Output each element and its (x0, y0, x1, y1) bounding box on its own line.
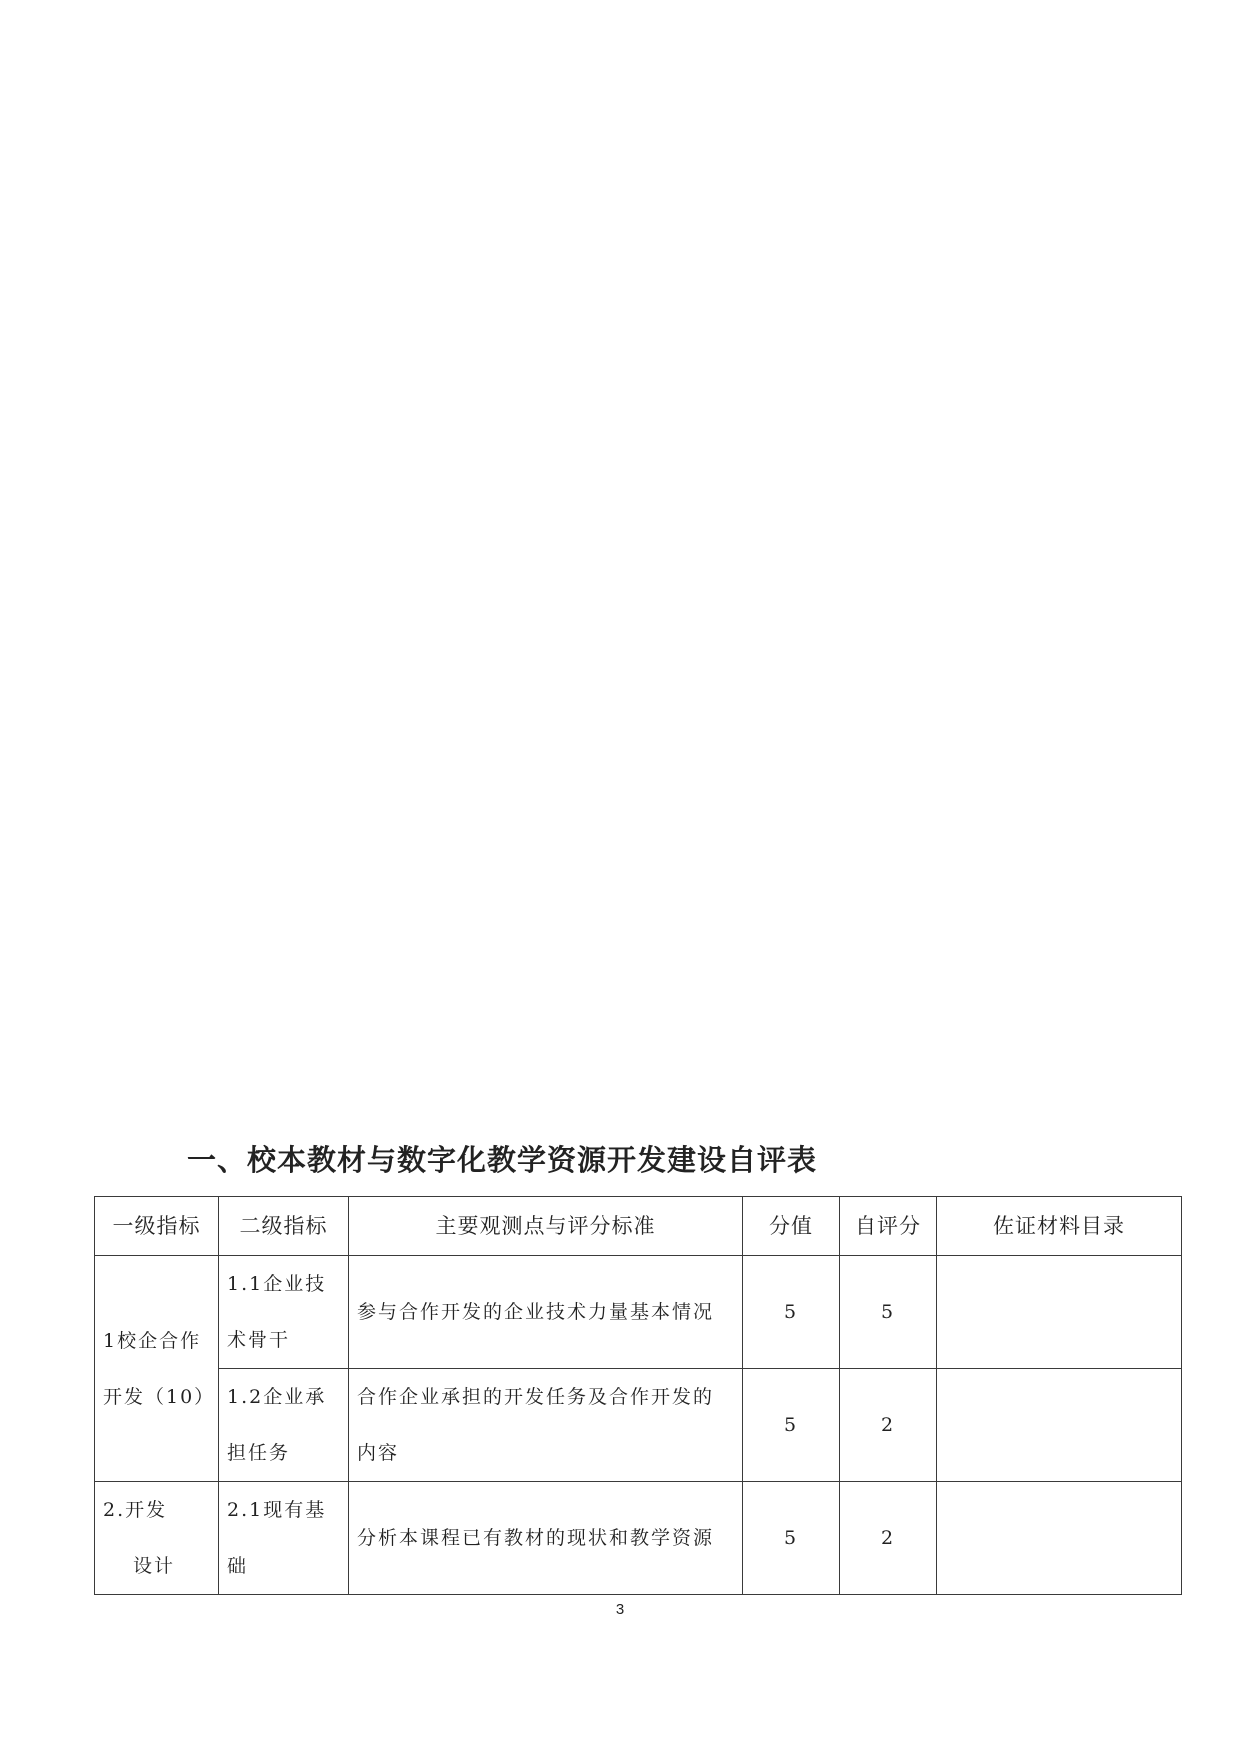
score-cell: 5 (743, 1482, 840, 1595)
header-level1: 一级指标 (95, 1197, 219, 1256)
evidence-cell (937, 1369, 1182, 1482)
self-evaluation-table (94, 1196, 1182, 1595)
self-score-cell: 5 (840, 1256, 937, 1369)
level1-line2: 设计 (133, 1555, 176, 1577)
table-header-row (95, 1197, 1182, 1256)
header-criteria: 主要观测点与评分标准 (349, 1197, 743, 1256)
level1-cell: 1校企合作开发（10） (95, 1256, 219, 1482)
criteria-cell: 参与合作开发的企业技术力量基本情况 (349, 1256, 743, 1369)
self-score-cell: 2 (840, 1369, 937, 1482)
document-title: 一、校本教材与数字化教学资源开发建设自评表 (187, 1143, 818, 1177)
score-cell: 5 (743, 1369, 840, 1482)
criteria-cell: 合作企业承担的开发任务及合作开发的内容 (349, 1369, 743, 1482)
header-self-score: 自评分 (840, 1197, 937, 1256)
header-score: 分值 (743, 1197, 840, 1256)
level2-cell: 1.1企业技术骨干 (219, 1256, 349, 1369)
table-row (95, 1256, 1182, 1369)
level2-cell: 1.2企业承担任务 (219, 1369, 349, 1482)
level2-cell: 2.1现有基础 (219, 1482, 349, 1595)
table-row (95, 1369, 1182, 1482)
level1-cell (95, 1482, 219, 1595)
score-cell: 5 (743, 1256, 840, 1369)
table-row (95, 1482, 1182, 1595)
evidence-cell (937, 1482, 1182, 1595)
level1-line1: 2.开发 (103, 1499, 168, 1521)
criteria-cell: 分析本课程已有教材的现状和教学资源 (349, 1482, 743, 1595)
evidence-cell (937, 1256, 1182, 1369)
page-number: 3 (615, 1601, 625, 1618)
header-evidence: 佐证材料目录 (937, 1197, 1182, 1256)
header-level2: 二级指标 (219, 1197, 349, 1256)
self-score-cell: 2 (840, 1482, 937, 1595)
